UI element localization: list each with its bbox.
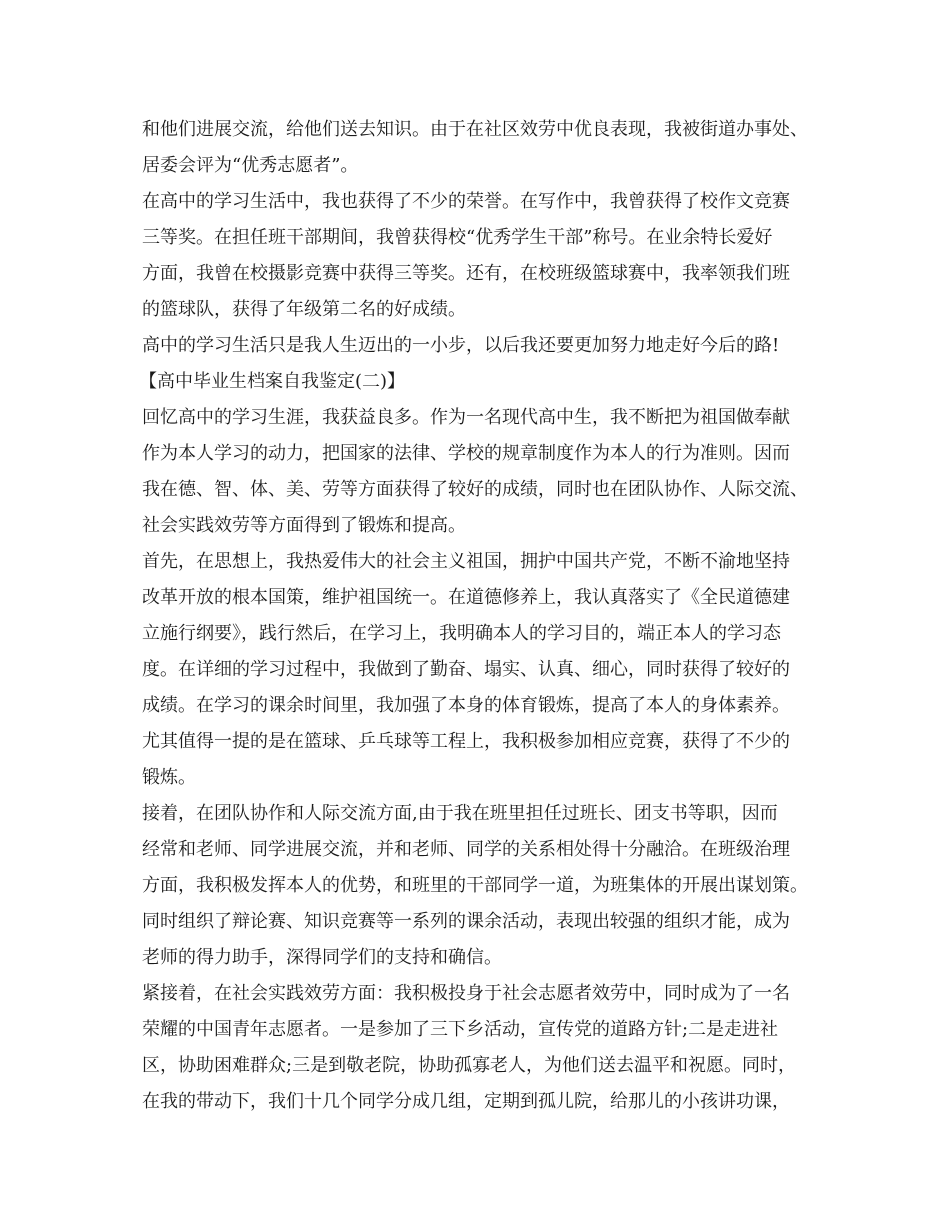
text-line: 在我的带动下，我们十几个同学分成几组，定期到孤儿院，给那儿的小孩讲功课， bbox=[142, 1091, 790, 1112]
text-line: 居委会评为“优秀志愿者”。 bbox=[142, 155, 359, 176]
text-line: 锻炼。 bbox=[142, 767, 196, 788]
text-line: 的篮球队，获得了年级第二名的好成绩。 bbox=[142, 299, 466, 320]
text-line: 作为本人学习的动力，把国家的法律、学校的规章制度作为本人的行为准则。因而 bbox=[142, 443, 790, 464]
text-line: 我在德、智、体、美、劳等方面获得了较好的成绩，同时也在团队协作、人际交流、 bbox=[142, 479, 808, 500]
text-line: 经常和老师、同学进展交流，并和老师、同学的关系相处得十分融洽。在班级治理 bbox=[142, 839, 790, 860]
text-line: 度。在详细的学习过程中，我做到了勤奋、塌实、认真、细心，同时获得了较好的 bbox=[142, 659, 790, 680]
document-body bbox=[139, 112, 832, 1120]
text-line: 荣耀的中国青年志愿者。一是参加了三下乡活动，宣传党的道路方针;二是走进社 bbox=[142, 1019, 779, 1040]
text-line: 在高中的学习生活中，我也获得了不少的荣誉。在写作中，我曾获得了校作文竞赛 bbox=[142, 191, 790, 212]
text-line: 和他们进展交流，给他们送去知识。由于在社区效劳中优良表现，我被街道办事处、 bbox=[142, 119, 808, 140]
text-line: 接着，在团队协作和人际交流方面,由于我在班里担任过班长、团支书等职，因而 bbox=[142, 803, 778, 824]
section-heading: 【高中毕业生档案自我鉴定(二)】 bbox=[139, 371, 406, 392]
text-line: 紧接着，在社会实践效劳方面：我积极投身于社会志愿者效劳中，同时成为了一名 bbox=[142, 983, 790, 1004]
text-line: 方面，我曾在校摄影竞赛中获得三等奖。还有，在校班级篮球赛中，我率领我们班 bbox=[142, 263, 790, 284]
text-line: 高中的学习生活只是我人生迈出的一小步，以后我还要更加努力地走好今后的路! bbox=[142, 335, 780, 356]
text-line: 改革开放的根本国策，维护祖国统一。在道德修养上，我认真落实了《全民道德建 bbox=[142, 587, 790, 608]
text-line: 老师的得力助手，深得同学们的支持和确信。 bbox=[142, 947, 502, 968]
text-line: 成绩。在学习的课余时间里，我加强了本身的体育锻炼，提高了本人的身体素养。 bbox=[142, 695, 790, 716]
text-line: 回忆高中的学习生涯，我获益良多。作为一名现代高中生，我不断把为祖国做奉献 bbox=[142, 407, 790, 428]
text-line: 同时组织了辩论赛、知识竞赛等一系列的课余活动，表现出较强的组织才能，成为 bbox=[142, 911, 790, 932]
text-line: 三等奖。在担任班干部期间，我曾获得校“优秀学生干部”称号。在业余特长爱好 bbox=[142, 227, 773, 248]
text-line: 首先，在思想上，我热爱伟大的社会主义祖国，拥护中国共产党，不断不渝地坚持 bbox=[142, 551, 790, 572]
text-line: 立施行纲要》，践行然后，在学习上，我明确本人的学习目的，端正本人的学习态 bbox=[142, 623, 781, 644]
text-line: 尤其值得一提的是在篮球、乒乓球等工程上，我积极参加相应竞赛，获得了不少的 bbox=[142, 731, 790, 752]
text-line: 区，协助困难群众;三是到敬老院，协助孤寡老人，为他们送去温平和祝愿。同时， bbox=[142, 1055, 797, 1076]
text-line: 社会实践效劳等方面得到了锻炼和提高。 bbox=[142, 515, 466, 536]
text-line: 方面，我积极发挥本人的优势，和班里的干部同学一道，为班集体的开展出谋划策。 bbox=[142, 875, 808, 896]
